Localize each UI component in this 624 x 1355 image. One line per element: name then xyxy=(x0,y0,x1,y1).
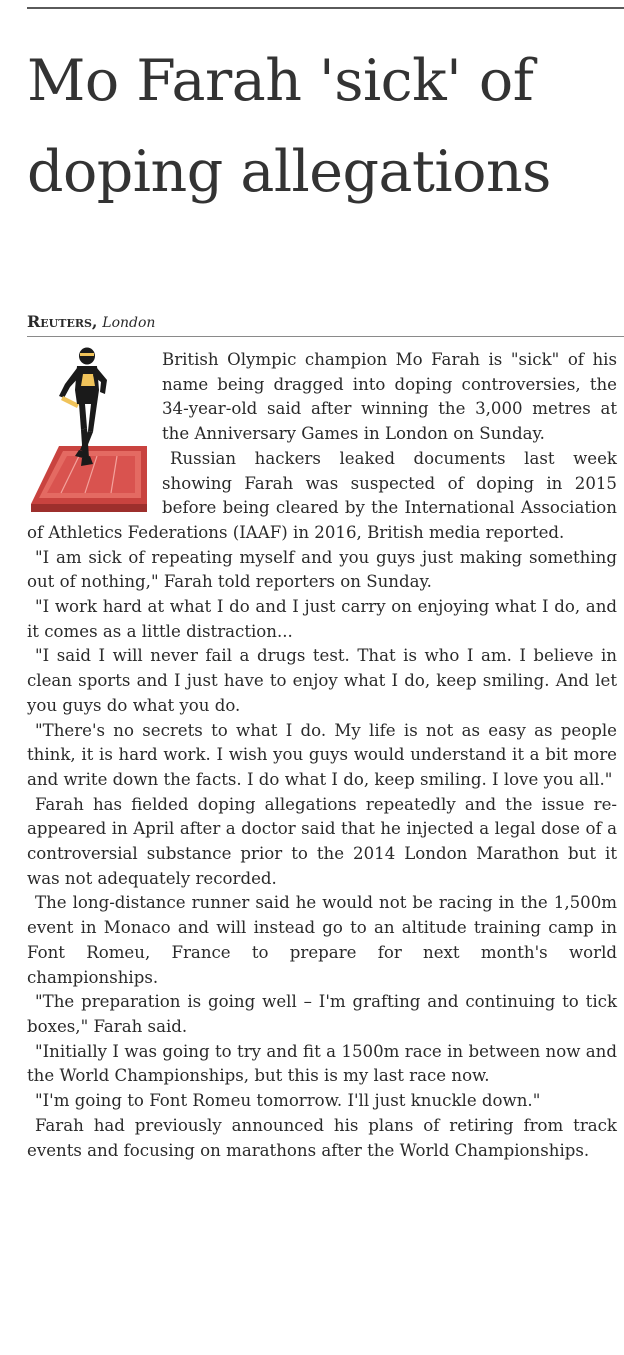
article-paragraph: British Olympic champion Mo Farah is "sick" of his name being dragged into doping controversies, the 34-year-old said after winning the 3,000 metres at the Anniversary Games in London on Sunday. xyxy=(162,350,617,444)
article-paragraph: "There's no secrets to what I do. My life is not as easy as people think, it is hard work. I wish you guys would understand it a bit more and write down the facts. I do what I do, keep smiling. I love you all." xyxy=(27,720,617,789)
article-paragraph: "I am sick of repeating myself and you guys just making something out of nothing," Farah told reporters on Sunday. xyxy=(27,547,617,592)
dateline-rule xyxy=(27,336,624,337)
article-paragraph: "I said I will never fail a drugs test. That is who I am. I believe in clean sports and I just have to enjoy what I do, keep smiling. And let you guys do what you do. xyxy=(27,646,617,715)
news-agency: Reuters, xyxy=(27,312,98,331)
headline: Mo Farah 'sick' of doping allegations xyxy=(27,48,551,205)
article-paragraph: The long-distance runner said he would not be racing in the 1,500m event in Monaco and will instead go to an altitude training camp in Font Romeu, France to prepare for next month's world championships. xyxy=(27,893,617,987)
illustration-wrap-space xyxy=(27,348,162,518)
top-rule xyxy=(27,7,624,9)
dateline-city: London xyxy=(102,315,156,331)
article-paragraph: "Initially I was going to try and fit a 1500m race in between now and the World Championships, but this is my last race now. xyxy=(27,1041,617,1086)
article-paragraph: Farah has fielded doping allegations repeatedly and the issue re-appeared in April after a doctor said that he injected a legal dose of a controversial substance prior to the 2014 London Marathon but it was not adequately recorded. xyxy=(27,794,617,888)
article-body xyxy=(27,348,617,1163)
article-paragraph: "The preparation is going well – I'm grafting and continuing to tick boxes," Farah said. xyxy=(27,992,617,1036)
article-paragraph: Russian hackers leaked documents last week showing Farah was suspected of doping in 2015 before being cleared by the International Association of Athletics Federations (IAAF) in 2016, British media reported. xyxy=(27,448,617,542)
article-paragraph: "I'm going to Font Romeu tomorrow. I'll just knuckle down." xyxy=(35,1091,541,1111)
article-paragraph: "I work hard at what I do and I just carry on enjoying what I do, and it comes as a little distraction... xyxy=(27,597,617,641)
dateline xyxy=(27,312,155,333)
article-paragraph: Farah had previously announced his plans of retiring from track events and focusing on marathons after the World Championships. xyxy=(27,1115,617,1160)
